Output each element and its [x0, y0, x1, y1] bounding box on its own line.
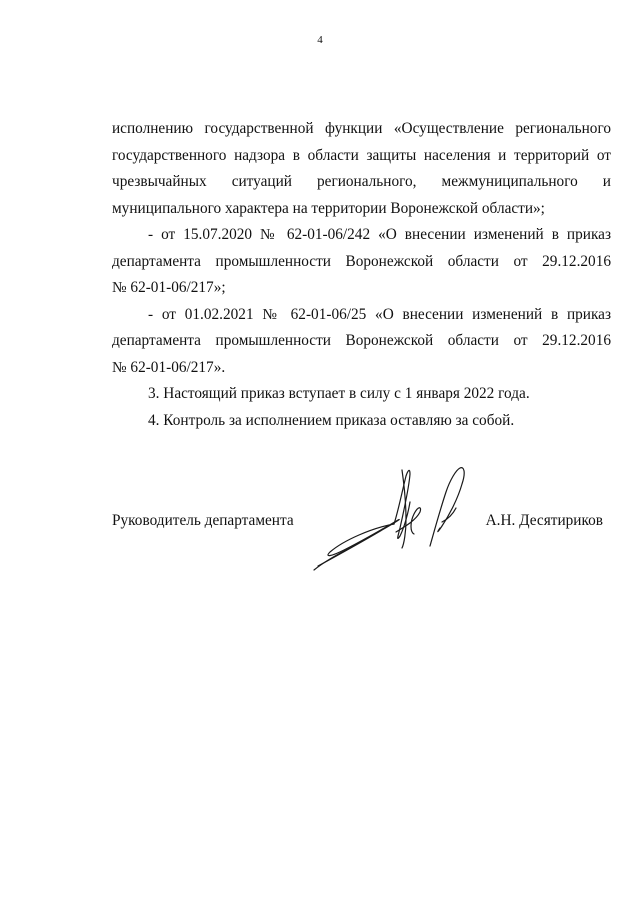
list-item-line: департамента промышленности Воронежской области от 29.12.2016: [112, 332, 611, 349]
numbered-clause-4: 4. Контроль за исполнением приказа оставляю за собой.: [148, 411, 515, 429]
handwritten-signature: [310, 462, 480, 574]
body-line: исполнению государственной функции «Осуществление регионального: [112, 120, 611, 137]
body-line: чрезвычайных ситуаций регионального, межмуниципального и: [112, 173, 611, 190]
document-body: [112, 116, 611, 434]
numbered-clause-3: 3. Настоящий приказ вступает в силу с 1 января 2022 года.: [148, 385, 530, 402]
list-item-line: № 62-01-06/217»;: [112, 279, 226, 296]
body-line: государственного надзора в области защиты населения и территорий от: [112, 146, 611, 164]
signatory-role: Руководитель департамента: [112, 512, 294, 529]
list-item-line: № 62-01-06/217».: [112, 358, 226, 376]
page-number: 4: [317, 34, 323, 46]
list-item-line: департамента промышленности Воронежской области от 29.12.2016: [112, 252, 611, 270]
list-item-line: - от 01.02.2021 № 62-01-06/25 «О внесении изменений в приказ: [148, 305, 611, 323]
signatory-name: А.Н. Десятириков: [485, 512, 603, 529]
list-item-line: - от 15.07.2020 № 62-01-06/242 «О внесении изменений в приказ: [148, 226, 611, 243]
body-line: муниципального характера на территории Воронежской области»;: [112, 199, 545, 217]
